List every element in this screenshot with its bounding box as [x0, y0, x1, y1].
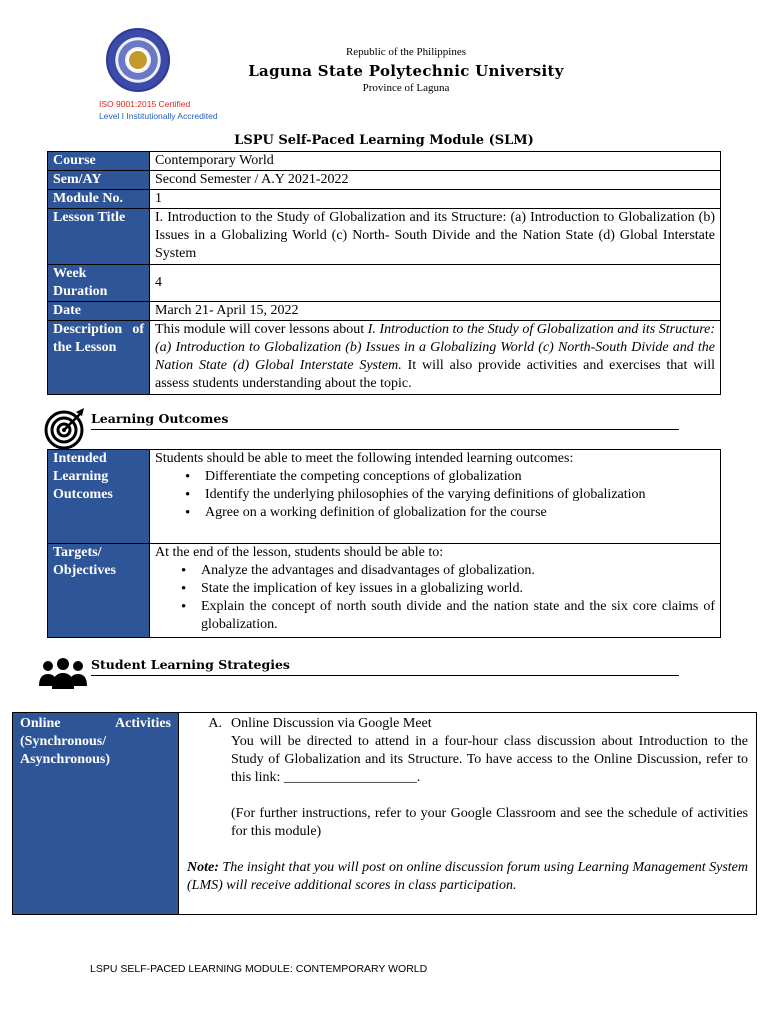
- description-pre: This module will cover lessons about: [155, 322, 368, 337]
- accreditation-text: Level I Institutionally Accredited: [99, 111, 218, 121]
- targets-label: Targets/ Objectives: [48, 544, 150, 638]
- table-row: [48, 321, 721, 395]
- ilo-list: [185, 468, 715, 522]
- activity-title: Online Discussion via Google Meet: [231, 716, 432, 731]
- list-item: • Explain the concept of north south divide and the nation state and the six core claims of globalization.: [181, 598, 715, 634]
- table-row: [48, 450, 721, 544]
- ilo-cell: [150, 450, 721, 544]
- strategies-heading: Student Learning Strategies: [91, 657, 290, 672]
- strategies-table: [12, 712, 757, 915]
- date-label: Date: [48, 302, 150, 321]
- list-item: • Agree on a working definition of globalization for the course: [185, 504, 715, 522]
- target-icon: [44, 406, 88, 450]
- learning-outcomes-heading: Learning Outcomes: [91, 411, 229, 426]
- list-item: • Identify the underlying philosophies of the varying definitions of globalization: [185, 486, 715, 504]
- module-info-table: [47, 151, 721, 395]
- sem-value: Second Semester / A.Y 2021-2022: [150, 171, 721, 190]
- heading-rule: [91, 675, 679, 676]
- list-item: • State the implication of key issues in a globalizing world.: [181, 580, 715, 598]
- ilo-intro: Students should be able to meet the following intended learning outcomes:: [155, 451, 574, 466]
- activity-marker: A.: [208, 716, 222, 731]
- online-activities-cell: [179, 713, 757, 915]
- ilo-label: Intended Learning Outcomes: [48, 450, 150, 544]
- table-row: [48, 190, 721, 209]
- activity-item: [187, 715, 748, 841]
- page-footer: LSPU SELF-PACED LEARNING MODULE: CONTEMPORARY WORLD: [90, 963, 428, 975]
- activity-content: [231, 715, 748, 841]
- activity-note: (For further instructions, refer to your Google Classroom and see the schedule of activities for this module): [231, 806, 748, 839]
- module-value: 1: [150, 190, 721, 209]
- list-item: • Analyze the advantages and disadvantages of globalization.: [181, 562, 715, 580]
- targets-list: [181, 562, 715, 634]
- outcomes-table: [47, 449, 721, 638]
- date-value: March 21- April 15, 2022: [150, 302, 721, 321]
- table-row: [48, 544, 721, 638]
- module-label: Module No.: [48, 190, 150, 209]
- targets-cell: [150, 544, 721, 638]
- table-row: [48, 171, 721, 190]
- table-row: [48, 209, 721, 265]
- list-item: • Differentiate the competing conceptions of globalization: [185, 468, 715, 486]
- table-row: [13, 713, 757, 915]
- description-italic: I. Introduction to the Study of Globalization and its Structure: (a) Introduction to Globalization (b) Issues in a Globalizing World (c) North-South Divide and the Nation State (d) Global Interstate System.: [155, 322, 715, 373]
- course-value: Contemporary World: [150, 152, 721, 171]
- module-title: LSPU Self-Paced Learning Module (SLM): [234, 133, 534, 148]
- online-activities-label: Online Activities (Synchronous/ Asynchronous): [13, 713, 179, 915]
- university-name: Laguna State Polytechnic University: [248, 62, 564, 80]
- sem-label: Sem/AY: [48, 171, 150, 190]
- republic-text: Republic of the Philippines: [345, 46, 467, 58]
- course-label: Course: [48, 152, 150, 171]
- table-row: [48, 152, 721, 171]
- lesson-title-label: Lesson Title: [48, 209, 150, 265]
- note-text: The insight that you will post on online discussion forum using Learning Management System (LMS) will receive additional scores in class participation.: [187, 860, 748, 893]
- people-group-icon: [38, 656, 88, 690]
- activity-body: You will be directed to attend in a four-hour class discussion about Introduction to the Study of Globalization and its Structure. To have access to the Online Discussion, refer to this link: ___________________.: [231, 734, 748, 785]
- week-duration-value: 4: [150, 265, 721, 302]
- lesson-title-value: I. Introduction to the Study of Globalization and its Structure: (a) Introduction to Globalization (b) Issues in a Globalizing World (c) North- South Divide and the Nation State (d) Global Interstate System: [150, 209, 721, 265]
- note-label: Note:: [187, 860, 219, 875]
- description-post: It will also provide activities and exercises that will assess students understanding about the topic.: [155, 358, 715, 391]
- participation-note: [187, 859, 748, 895]
- week-duration-label: Week Duration: [48, 265, 150, 302]
- table-row: [48, 302, 721, 321]
- heading-rule: [91, 429, 679, 430]
- description-label: Description of the Lesson: [48, 321, 150, 395]
- description-value: [150, 321, 721, 395]
- targets-intro: At the end of the lesson, students should be able to:: [155, 545, 444, 560]
- iso-certification: ISO 9001:2015 Certified: [99, 99, 191, 109]
- province-text: Province of Laguna: [362, 82, 450, 94]
- table-row: [48, 265, 721, 302]
